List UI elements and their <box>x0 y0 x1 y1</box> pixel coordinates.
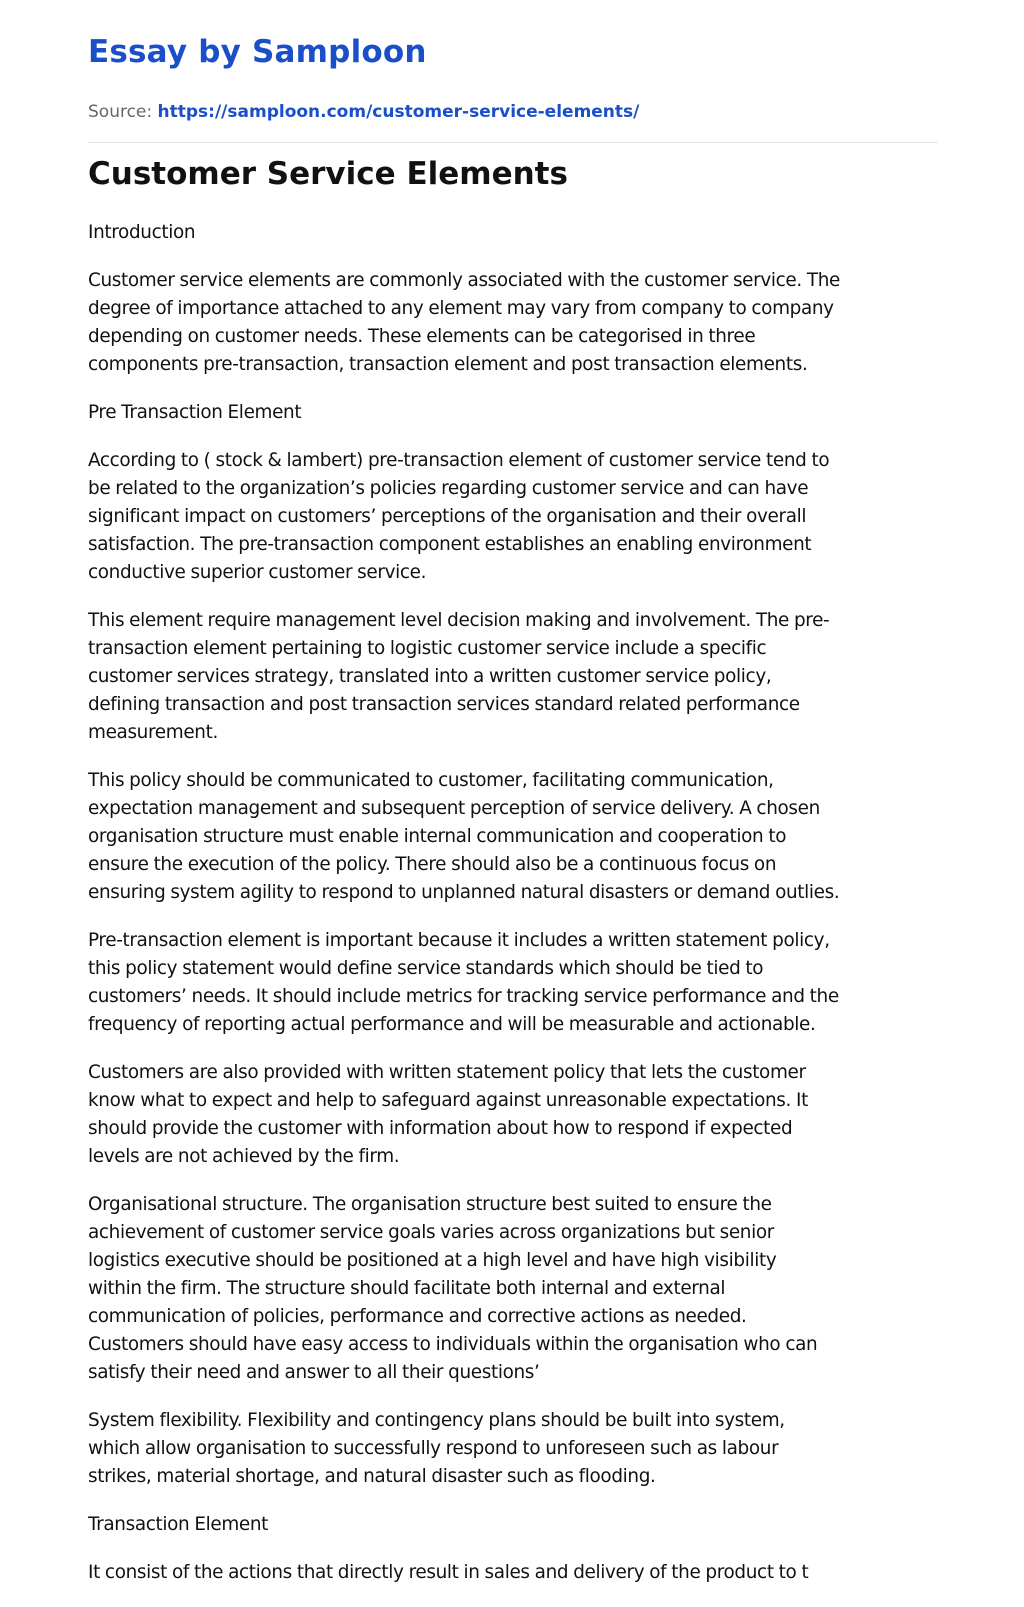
text-line: Customers should have easy access to individuals within the organisation who can <box>88 1334 818 1355</box>
paragraph <box>88 607 938 747</box>
text-line: transaction element pertaining to logistic customer service include a specific <box>88 638 767 659</box>
text-line: significant impact on customers’ perceptions of the organisation and their overall <box>88 506 807 527</box>
text-line: This policy should be communicated to customer, facilitating communication, <box>88 770 774 791</box>
paragraph <box>88 927 938 1039</box>
text-line: Customers are also provided with written statement policy that lets the customer <box>88 1062 806 1083</box>
text-line: conductive superior customer service. <box>88 562 427 583</box>
text-line: This element require management level decision making and involvement. The pre- <box>88 610 830 631</box>
text-line: components pre-transaction, transaction element and post transaction elements. <box>88 354 808 375</box>
paragraph <box>88 1191 938 1387</box>
text-line: within the firm. The structure should facilitate both internal and external <box>88 1278 726 1299</box>
paragraph <box>88 267 938 379</box>
text-line: organisation structure must enable internal communication and cooperation to <box>88 826 787 847</box>
text-line: Customer service elements are commonly associated with the customer service. The <box>88 270 841 291</box>
text-line: Pre Transaction Element <box>88 402 302 423</box>
text-line: Introduction <box>88 222 196 243</box>
section-heading <box>88 399 938 427</box>
text-line: measurement. <box>88 722 218 743</box>
text-line: According to ( stock & lambert) pre-transaction element of customer service tend to <box>88 450 830 471</box>
site-brand-title: Essay by Samploon <box>88 34 427 70</box>
text-line: Pre-transaction element is important because it includes a written statement policy, <box>88 930 830 951</box>
header-divider <box>88 142 938 143</box>
text-line: depending on customer needs. These elements can be categorised in three <box>88 326 756 347</box>
text-line: achievement of customer service goals varies across organizations but senior <box>88 1222 774 1243</box>
text-line: Transaction Element <box>88 1514 269 1535</box>
essay-title: Customer Service Elements <box>88 156 568 192</box>
text-line: know what to expect and help to safeguard against unreasonable expectations. It <box>88 1090 808 1111</box>
paragraph <box>88 1407 938 1491</box>
text-line: this policy statement would define service standards which should be tied to <box>88 958 764 979</box>
text-line: Organisational structure. The organisation structure best suited to ensure the <box>88 1194 772 1215</box>
text-line: which allow organisation to successfully respond to unforeseen such as labour <box>88 1438 779 1459</box>
text-line: satisfy their need and answer to all their questions’ <box>88 1362 540 1383</box>
paragraph <box>88 767 938 907</box>
text-line: defining transaction and post transaction services standard related performance <box>88 694 800 715</box>
source-link[interactable]: https://samploon.com/customer-service-elements/ <box>157 102 640 122</box>
text-line: ensure the execution of the policy. There should also be a continuous focus on <box>88 854 777 875</box>
text-line: logistics executive should be positioned at a high level and have high visibility <box>88 1250 777 1271</box>
paragraph <box>88 1559 938 1587</box>
source-label: Source: <box>88 102 153 122</box>
text-line: frequency of reporting actual performance and will be measurable and actionable. <box>88 1014 816 1035</box>
essay-body <box>88 219 938 1607</box>
text-line: customer services strategy, translated into a written customer service policy, <box>88 666 772 687</box>
text-line: levels are not achieved by the firm. <box>88 1146 400 1167</box>
text-line: strikes, material shortage, and natural disaster such as flooding. <box>88 1466 656 1487</box>
text-line: expectation management and subsequent perception of service delivery. A chosen <box>88 798 820 819</box>
section-heading <box>88 219 938 247</box>
text-line: It consist of the actions that directly result in sales and delivery of the product to t <box>88 1562 809 1583</box>
text-line: System flexibility. Flexibility and contingency plans should be built into system, <box>88 1410 785 1431</box>
text-line: ensuring system agility to respond to unplanned natural disasters or demand outlies. <box>88 882 840 903</box>
text-line: communication of policies, performance and corrective actions as needed. <box>88 1306 747 1327</box>
source-line <box>88 102 639 122</box>
text-line: degree of importance attached to any element may vary from company to company <box>88 298 834 319</box>
text-line: satisfaction. The pre-transaction component establishes an enabling environment <box>88 534 812 555</box>
paragraph <box>88 447 938 587</box>
paragraph <box>88 1059 938 1171</box>
text-line: be related to the organization’s policies regarding customer service and can have <box>88 478 809 499</box>
text-line: customers’ needs. It should include metrics for tracking service performance and the <box>88 986 839 1007</box>
text-line: should provide the customer with information about how to respond if expected <box>88 1118 793 1139</box>
section-heading <box>88 1511 938 1539</box>
